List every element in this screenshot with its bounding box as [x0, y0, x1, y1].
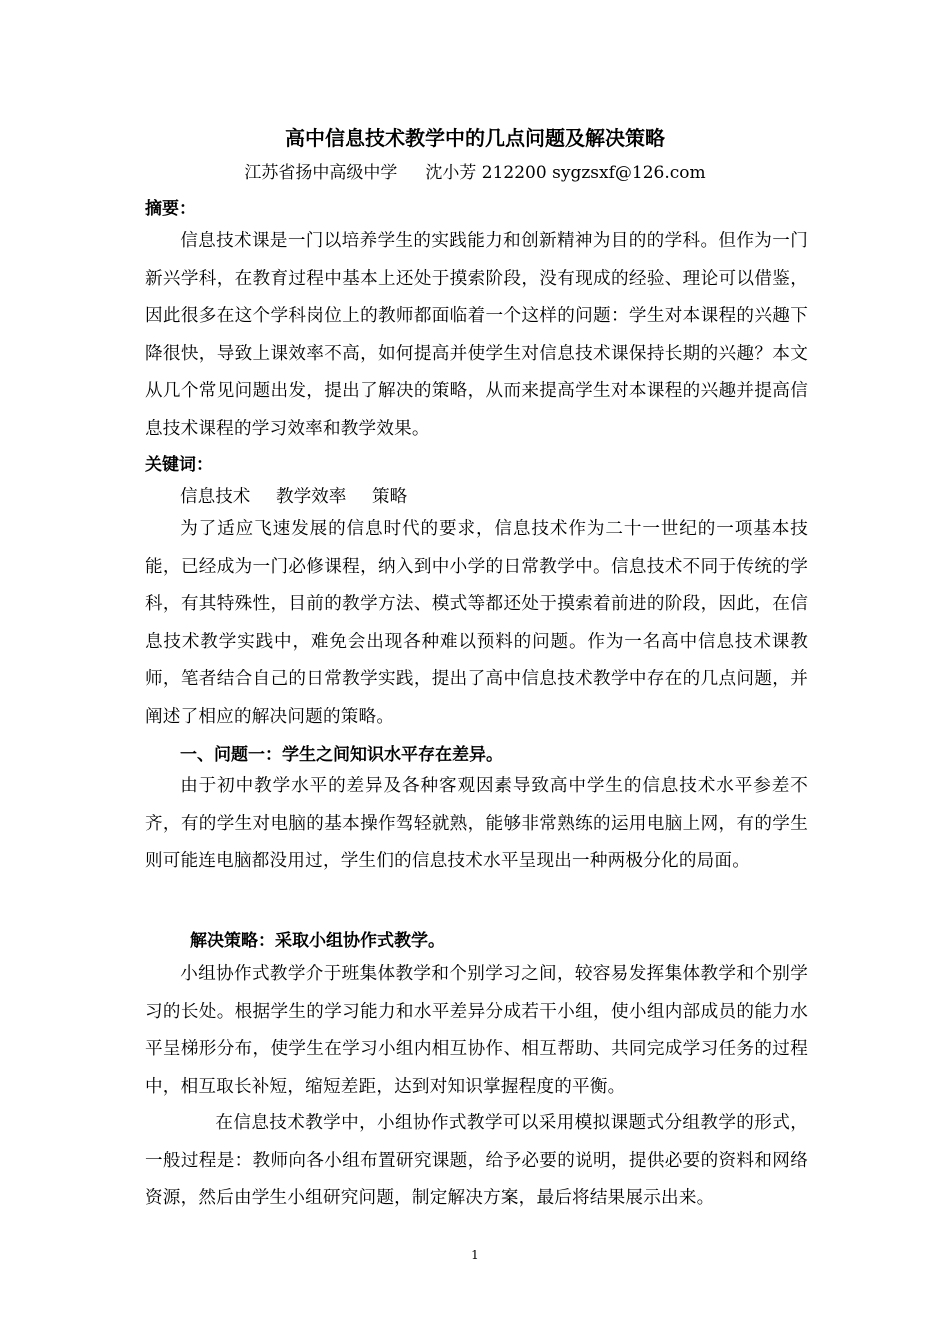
document-title: 高中信息技术教学中的几点问题及解决策略 [285, 126, 665, 150]
keyword-item: 策略 [371, 487, 408, 507]
strategy1-para1: 小组协作式教学介于班集体教学和个别学习之间，较容易发挥集体教学和个别学习的长处。根据学生的学习能力和水平差异分成若干小组，使小组内部成员的能力水平呈梯形分布，使学生在学习小组内相互协作、相互帮助、共同完成学习任务的过程中，相互取长补短，缩短差距，达到对知识掌握程度的平衡。 [145, 964, 808, 1097]
keywords-list [180, 484, 427, 510]
strategy1-para2: 在信息技术教学中，小组协作式教学可以采用模拟课题式分组教学的形式，一般过程是：教师向各小组布置研究课题，给予必要的说明，提供必要的资料和网络资源，然后由学生小组研究问题，制定解决方案，最后将结果展示出来。 [145, 1113, 808, 1209]
abstract-text: 信息技术课是一门以培养学生的实践能力和创新精神为目的的学科。但作为一门新兴学科，在教育过程中基本上还处于摸索阶段，没有现成的经验、理论可以借鉴，因此很多在这个学科岗位上的教师都面临着一个这样的问题：学生对本课程的兴趣下降很快，导致上课效率不高，如何提高并使学生对信息技术课保持长期的兴趣？本文从几个常见问题出发，提出了解决的策略，从而来提高学生对本课程的兴趣并提高信息技术课程的学习效率和教学效果。 [145, 231, 808, 439]
intro-text: 为了适应飞速发展的信息时代的要求，信息技术作为二十一世纪的一项基本技能，已经成为一门必修课程，纳入到中小学的日常教学中。信息技术不同于传统的学科，有其特殊性，目前的教学方法、模式等都还处于摸索着前进的阶段，因此，在信息技术教学实践中，难免会出现各种难以预料的问题。作为一名高中信息技术课教师，笔者结合自己的日常教学实践，提出了高中信息技术教学中存在的几点问题，并阐述了相应的解决问题的策略。 [145, 519, 808, 727]
author-school: 江苏省扬中高级中学 [244, 163, 398, 183]
keyword-item: 教学效率 [275, 487, 347, 507]
author-email: sygzsxf@126.com [552, 163, 706, 183]
problem1-text: 由于初中教学水平的差异及各种客观因素导致高中学生的信息技术水平参差不齐，有的学生对电脑的基本操作驾轻就熟，能够非常熟练的运用电脑上网，有的学生则可能连电脑都没用过，学生们的信息技术水平呈现出一种两极分化的局面。 [145, 776, 808, 872]
page-number: 1 [471, 1248, 479, 1262]
author-line [0, 160, 950, 186]
strategy1-heading: 解决策略：采取小组协作式教学。 [190, 931, 445, 951]
keyword-item: 信息技术 [180, 487, 251, 507]
problem1-heading: 一、问题一：学生之间知识水平存在差异。 [180, 745, 503, 765]
author-name: 沈小芳 [425, 163, 477, 183]
author-postcode: 212200 [481, 163, 547, 183]
keywords-heading: 关键词： [145, 455, 213, 475]
abstract-heading: 摘要： [145, 199, 196, 219]
